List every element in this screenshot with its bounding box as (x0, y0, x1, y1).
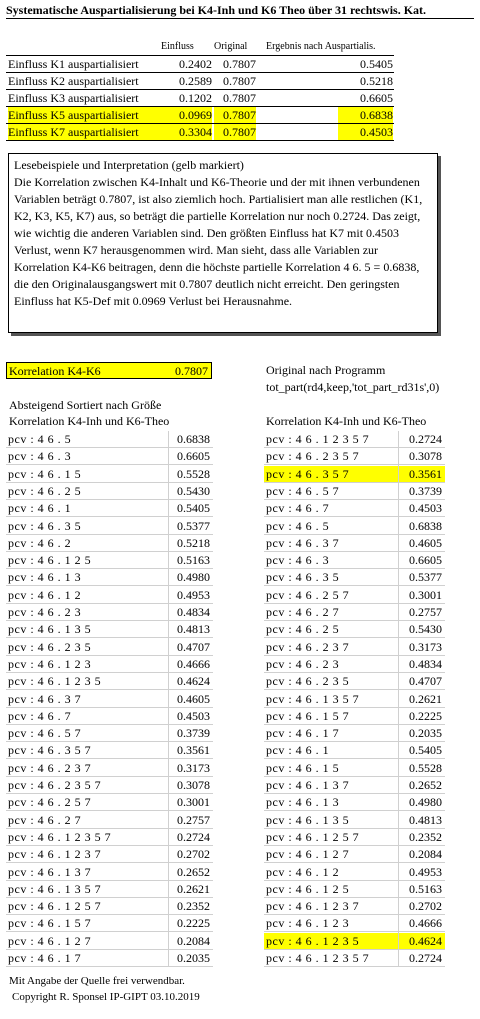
left-list-row (6, 742, 213, 759)
pcv-label: pcv : 4 6 . 1 5 (266, 760, 340, 775)
pcv-label: pcv : 4 6 . 1 2 7 (266, 847, 350, 862)
cell-ergebnis: 0.4503 (338, 124, 393, 140)
left-list-row (6, 448, 213, 465)
cell-label: Einfluss K7 auspartialisiert (8, 124, 160, 140)
pcv-value: 0.3173 (177, 760, 210, 775)
cell-original: 0.7807 (223, 74, 256, 88)
pcv-value: 0.2084 (409, 847, 442, 862)
pcv-value: 0.5218 (177, 535, 210, 550)
right-list-row (264, 535, 445, 552)
pcv-label: pcv : 4 6 . 1 2 7 (8, 933, 92, 948)
pcv-label: pcv : 4 6 . 2 3 5 7 (8, 778, 102, 792)
pcv-value: 0.2652 (409, 778, 442, 792)
pcv-value: 0.2352 (177, 899, 210, 914)
right-list-row (264, 846, 445, 863)
pcv-label: pcv : 4 6 . 1 2 5 (8, 553, 92, 568)
cell-ergebnis: 0.5405 (360, 57, 393, 71)
pcv-value: 0.2757 (177, 812, 210, 827)
pcv-label: pcv : 4 6 . 3 (8, 449, 72, 464)
right-header-2: tot_part(rd4,keep,'tot_part_rd31s',0) (266, 380, 440, 394)
pcv-value: 0.2084 (177, 933, 210, 948)
pcv-value: 0.2702 (409, 899, 442, 914)
pcv-value: 0.6838 (177, 432, 210, 446)
left-list-row (6, 950, 213, 967)
pcv-value: 0.4666 (409, 916, 442, 931)
left-list-row (6, 829, 213, 846)
pcv-label: pcv : 4 6 . 1 5 7 (8, 916, 92, 931)
pcv-value: 0.5405 (177, 501, 210, 516)
pcv-label: pcv : 4 6 . 2 3 5 (8, 639, 92, 654)
pcv-label: pcv : 4 6 . 1 2 3 7 (266, 899, 360, 914)
col-header-original: Original (214, 41, 248, 52)
cell-einfluss: 0.3304 (160, 124, 212, 140)
right-list-row (264, 483, 445, 500)
pcv-label: pcv : 4 6 . 1 2 (8, 587, 82, 602)
left-list-row (6, 604, 213, 621)
right-header-1: Original nach Programm (266, 363, 386, 377)
footer-copyright: Copyright R. Sponsel IP-GIPT 03.10.2019 (12, 991, 200, 1003)
right-list-row (264, 794, 445, 811)
right-list-row (264, 639, 445, 656)
pcv-label: pcv : 4 6 . 3 5 7 (266, 466, 350, 481)
pcv-label: pcv : 4 6 . 3 5 (8, 518, 82, 533)
pcv-value: 0.2035 (409, 726, 442, 741)
pcv-label: pcv : 4 6 . 1 2 3 (8, 656, 92, 671)
interpretation-note (8, 153, 438, 333)
right-list-row (264, 691, 445, 708)
pcv-value: 0.2225 (409, 708, 442, 723)
cell-einfluss: 0.0969 (160, 107, 212, 123)
left-list-row (6, 881, 213, 898)
pcv-value: 0.4980 (409, 795, 442, 810)
pcv-value: 0.2702 (177, 847, 210, 862)
right-list-row (264, 448, 445, 465)
right-list-row (264, 500, 445, 517)
pcv-label: pcv : 4 6 . 1 7 (8, 951, 82, 965)
right-list-row (264, 829, 445, 846)
left-list-separator (168, 431, 169, 967)
pcv-value: 0.3001 (409, 587, 442, 602)
pcv-label: pcv : 4 6 . 2 3 5 7 (266, 449, 360, 464)
right-list-row (264, 950, 445, 967)
cell-ergebnis: 0.5218 (360, 74, 393, 88)
col-header-einfluss: Einfluss (161, 41, 194, 52)
pcv-value: 0.4666 (177, 656, 210, 671)
left-list-row (6, 500, 213, 517)
pcv-label: pcv : 4 6 . 1 3 5 7 (8, 881, 102, 896)
left-list-row (6, 552, 213, 569)
top-table-row (6, 73, 394, 90)
pcv-value: 0.2757 (409, 605, 442, 619)
pcv-value: 0.5405 (409, 743, 442, 758)
pcv-value: 0.4503 (409, 501, 442, 516)
left-list-row (6, 535, 213, 552)
right-list-row (264, 552, 445, 569)
pcv-label: pcv : 4 6 . 3 5 7 (8, 743, 92, 758)
pcv-value: 0.4953 (177, 587, 210, 602)
cell-original: 0.7807 (223, 91, 256, 105)
pcv-value: 0.5377 (177, 518, 210, 533)
right-list-row (264, 864, 445, 881)
pcv-value: 0.3561 (177, 743, 210, 758)
pcv-value: 0.5377 (409, 570, 442, 585)
pcv-label: pcv : 4 6 . 3 7 (8, 691, 82, 706)
left-list-row (6, 812, 213, 829)
pcv-value: 0.5163 (409, 881, 442, 896)
pcv-value: 0.2035 (177, 951, 210, 965)
pcv-label: pcv : 4 6 . 5 (8, 432, 72, 446)
pcv-label: pcv : 4 6 . 3 (266, 553, 330, 568)
pcv-label: pcv : 4 6 . 2 3 5 (266, 674, 350, 689)
korrelation-value: 0.7807 (175, 364, 208, 378)
left-list-row (6, 673, 213, 690)
pcv-value: 0.4813 (177, 622, 210, 637)
cell-label: Einfluss K1 auspartialisiert (8, 57, 139, 71)
right-list-row (264, 708, 445, 725)
pcv-label: pcv : 4 6 . 2 3 7 (266, 639, 350, 654)
cell-ergebnis: 0.6605 (360, 91, 393, 105)
note-text (14, 157, 432, 310)
left-list-row (6, 518, 213, 535)
left-list-row (6, 777, 213, 794)
pcv-label: pcv : 4 6 . 2 3 7 (8, 760, 92, 775)
pcv-label: pcv : 4 6 . 2 7 (266, 605, 340, 619)
note-paragraph: Die Korrelation zwischen K4-Inhalt und K6-Theorie und der mit ihnen verbundenen Variablen beträgt 0.7807, ist also ziemlich hoch. Partialisiert man alle restlichen (K1, K2, K3, K5, K7) aus, so beträgt die partielle Korrelation nur noch 0.2724. Das zeigt, wie wichtig die anderen Variablen sind. Den größten Einfluss hat K7 mit 0.4503 Verlust, wenn K7 herausgenommen wird. Man sieht, dass alle Variablen zur Korrelation K4-K6 beitragen, denn die höchste partielle Korrelation 4 6. 5 = 0.6838, die den Originalausgangswert mit 0.7807 deutlich nicht erreicht. Den geringsten Einfluss hat K5-Def mit 0.0969 Verlust bei Herausnahme. (14, 175, 423, 308)
left-list-row (6, 621, 213, 638)
pcv-label: pcv : 4 6 . 2 5 (266, 622, 340, 637)
pcv-label: pcv : 4 6 . 2 5 7 (8, 795, 92, 810)
pcv-value: 0.4953 (409, 864, 442, 879)
pcv-label: pcv : 4 6 . 1 5 (8, 466, 82, 481)
right-header-3: Korrelation K4-Inh und K6-Theo (266, 414, 427, 428)
pcv-label: pcv : 4 6 . 5 (266, 518, 330, 533)
pcv-label: pcv : 4 6 . 1 3 (266, 795, 340, 810)
cell-ergebnis: 0.6838 (338, 107, 393, 123)
pcv-label: pcv : 4 6 . 1 7 (266, 726, 340, 741)
pcv-label: pcv : 4 6 . 5 7 (266, 483, 340, 498)
sheet-title: Systematische Auspartialisierung bei K4-Inh und K6 Theo über 31 rechtswis. Kat. (6, 3, 474, 19)
pcv-label: pcv : 4 6 . 2 3 (266, 656, 340, 671)
pcv-label: pcv : 4 6 . 2 3 (8, 605, 82, 619)
pcv-value: 0.3739 (177, 726, 210, 741)
pcv-label: pcv : 4 6 . 2 (8, 535, 72, 550)
pcv-value: 0.2621 (409, 691, 442, 706)
pcv-value: 0.2621 (177, 881, 210, 896)
korrelation-cell (6, 362, 212, 379)
right-list-row (264, 812, 445, 829)
pcv-value: 0.6838 (409, 518, 442, 533)
cell-original: 0.7807 (214, 124, 256, 140)
korrelation-label: Korrelation K4-K6 (9, 364, 101, 378)
left-list-row (6, 587, 213, 604)
left-list-row (6, 691, 213, 708)
pcv-label: pcv : 4 6 . 1 2 3 5 7 (266, 432, 370, 446)
pcv-label: pcv : 4 6 . 7 (266, 501, 330, 516)
left-list-row (6, 725, 213, 742)
cell-original: 0.7807 (214, 107, 256, 123)
pcv-value: 0.4707 (177, 639, 210, 654)
cell-label: Einfluss K2 auspartialisiert (8, 74, 139, 88)
pcv-value: 0.4813 (409, 812, 442, 827)
pcv-value: 0.2652 (177, 864, 210, 879)
pcv-label: pcv : 4 6 . 1 2 3 5 (266, 933, 360, 948)
left-header-2: Korrelation K4-Inh und K6-Theo (9, 414, 170, 428)
right-list-row (264, 587, 445, 604)
left-list-row (6, 933, 213, 950)
cell-label: Einfluss K5 auspartialisiert (8, 107, 160, 123)
top-table-row (6, 56, 394, 73)
note-paragraph: Lesebeispiele und Interpretation (gelb markiert) (14, 158, 244, 172)
left-list-row (6, 794, 213, 811)
pcv-label: pcv : 4 6 . 3 5 (266, 570, 340, 585)
pcv-value: 0.4834 (177, 605, 210, 619)
pcv-value: 0.2225 (177, 916, 210, 931)
pcv-label: pcv : 4 6 . 3 7 (266, 535, 340, 550)
pcv-value: 0.4503 (177, 708, 210, 723)
pcv-label: pcv : 4 6 . 1 3 5 (266, 812, 350, 827)
left-list-row (6, 864, 213, 881)
right-list-row (264, 518, 445, 535)
left-list-row (6, 483, 213, 500)
pcv-value: 0.2724 (177, 829, 210, 844)
pcv-value: 0.4605 (409, 535, 442, 550)
pcv-label: pcv : 4 6 . 1 3 5 (8, 622, 92, 637)
pcv-value: 0.6605 (177, 449, 210, 464)
left-list-row (6, 569, 213, 586)
pcv-label: pcv : 4 6 . 1 2 (266, 864, 340, 879)
pcv-value: 0.4980 (177, 570, 210, 585)
pcv-label: pcv : 4 6 . 1 2 5 (266, 881, 350, 896)
right-list-row (264, 933, 445, 950)
right-list-row (264, 569, 445, 586)
pcv-value: 0.4624 (177, 674, 210, 689)
pcv-label: pcv : 4 6 . 1 2 3 (266, 916, 350, 931)
pcv-value: 0.4605 (177, 691, 210, 706)
pcv-value: 0.4624 (409, 933, 442, 948)
left-header-1: Absteigend Sortiert nach Größe (9, 398, 162, 412)
pcv-label: pcv : 4 6 . 1 2 3 5 7 (8, 829, 112, 844)
pcv-label: pcv : 4 6 . 7 (8, 708, 72, 723)
pcv-value: 0.2724 (409, 951, 442, 965)
right-list-row (264, 915, 445, 932)
cell-einfluss: 0.2402 (179, 57, 212, 71)
pcv-value: 0.3739 (409, 483, 442, 498)
pcv-value: 0.5528 (177, 466, 210, 481)
pcv-label: pcv : 4 6 . 1 3 7 (8, 864, 92, 879)
right-list-row (264, 656, 445, 673)
pcv-value: 0.6605 (409, 553, 442, 568)
top-table-row (6, 107, 394, 124)
pcv-label: pcv : 4 6 . 1 (266, 743, 330, 758)
left-list-row (6, 656, 213, 673)
top-table-row (6, 124, 394, 141)
pcv-value: 0.2724 (409, 432, 442, 446)
right-list-row (264, 604, 445, 621)
right-list-row (264, 725, 445, 742)
pcv-label: pcv : 4 6 . 1 5 7 (266, 708, 350, 723)
cell-einfluss: 0.2589 (179, 74, 212, 88)
pcv-label: pcv : 4 6 . 2 5 (8, 483, 82, 498)
pcv-label: pcv : 4 6 . 2 7 (8, 812, 82, 827)
pcv-label: pcv : 4 6 . 1 2 3 5 7 (266, 951, 370, 965)
right-list-row (264, 760, 445, 777)
pcv-value: 0.3001 (177, 795, 210, 810)
right-list-row (264, 777, 445, 794)
left-list-row (6, 915, 213, 932)
right-list-row (264, 742, 445, 759)
pcv-label: pcv : 4 6 . 5 7 (8, 726, 82, 741)
pcv-value: 0.5430 (177, 483, 210, 498)
pcv-value: 0.2352 (409, 829, 442, 844)
pcv-value: 0.3561 (409, 466, 442, 481)
left-list-row (6, 846, 213, 863)
pcv-label: pcv : 4 6 . 1 3 (8, 570, 82, 585)
right-list-row (264, 431, 445, 448)
pcv-label: pcv : 4 6 . 1 2 3 5 (8, 674, 102, 689)
pcv-label: pcv : 4 6 . 1 2 3 7 (8, 847, 102, 862)
top-table-row (6, 90, 394, 107)
right-list-row (264, 621, 445, 638)
pcv-value: 0.5528 (409, 760, 442, 775)
right-list-row (264, 673, 445, 690)
pcv-label: pcv : 4 6 . 1 2 5 7 (266, 829, 360, 844)
left-list-row (6, 466, 213, 483)
pcv-label: pcv : 4 6 . 2 5 7 (266, 587, 350, 602)
pcv-value: 0.4834 (409, 656, 442, 671)
left-list-row (6, 639, 213, 656)
cell-original: 0.7807 (223, 57, 256, 71)
left-list-row (6, 708, 213, 725)
left-list-row (6, 431, 213, 448)
left-list-row (6, 898, 213, 915)
pcv-label: pcv : 4 6 . 1 2 5 7 (8, 899, 102, 914)
pcv-value: 0.5163 (177, 553, 210, 568)
right-list-row (264, 881, 445, 898)
cell-einfluss: 0.1202 (179, 91, 212, 105)
right-list-separator (398, 431, 399, 967)
right-list-row (264, 898, 445, 915)
pcv-value: 0.5430 (409, 622, 442, 637)
pcv-value: 0.3078 (409, 449, 442, 464)
right-list-row (264, 466, 445, 483)
pcv-label: pcv : 4 6 . 1 3 5 7 (266, 691, 360, 706)
footer-license: Mit Angabe der Quelle frei verwendbar. (9, 975, 185, 987)
pcv-label: pcv : 4 6 . 1 (8, 501, 72, 516)
pcv-label: pcv : 4 6 . 1 3 7 (266, 778, 350, 792)
pcv-value: 0.3173 (409, 639, 442, 654)
col-header-ergebnis: Ergebnis nach Auspartialis. (266, 41, 376, 52)
cell-label: Einfluss K3 auspartialisiert (8, 91, 139, 105)
pcv-value: 0.4707 (409, 674, 442, 689)
left-list-row (6, 760, 213, 777)
pcv-value: 0.3078 (177, 778, 210, 792)
